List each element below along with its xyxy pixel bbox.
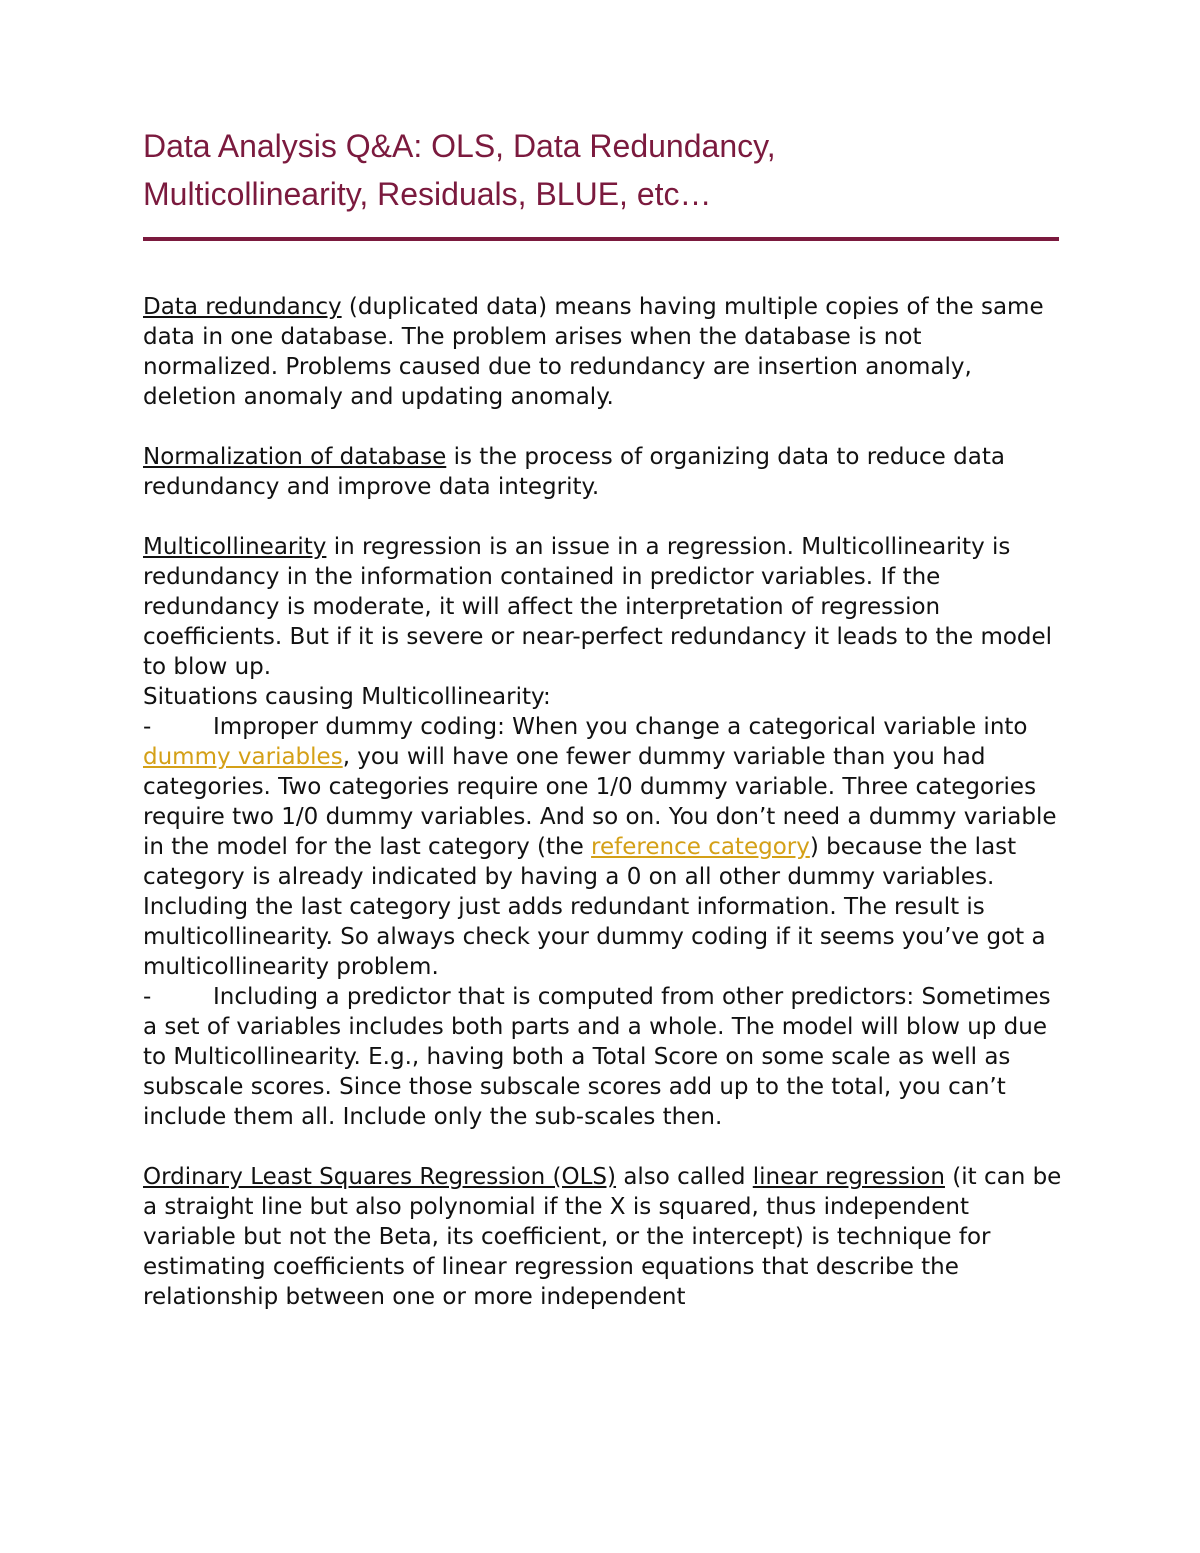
paragraph-text: (it can be a straight line but also polynomial if the X is squared, thus independent variable but not the Beta, its coefficient, or the intercept) is technique for estimating coefficients of linear regression equations that describe the relationship between one or more independent [143, 1164, 1062, 1310]
document-body [143, 292, 1063, 1312]
link-dummy-variables[interactable]: dummy variables [143, 744, 343, 770]
spacer [143, 502, 1063, 532]
document-title [143, 122, 1063, 218]
term-linear-regression: linear regression [752, 1164, 945, 1190]
term-normalization: Normalization of database [143, 444, 447, 470]
paragraph-text: in regression is an issue in a regression. Multicollinearity is redundancy in the information contained in predictor variables. If the redundancy is moderate, it will affect the interpretation of regression coefficients. But if it is severe or near-perfect redundancy it leads to the model to blow up. [143, 534, 1053, 680]
paragraph-text: (duplicated data) means having multiple copies of the same data in one database. The problem arises when the database is not normalized. Problems caused due to redundancy are insertion anomaly, deletion anomaly and updating anomaly. [143, 294, 1044, 410]
bullet-mark: - [143, 714, 152, 740]
spacer [143, 412, 1063, 442]
paragraph-ols [143, 1162, 1063, 1312]
document-page [143, 122, 1063, 1312]
paragraph-data-redundancy [143, 292, 1063, 412]
spacer [143, 1132, 1063, 1162]
term-data-redundancy: Data redundancy [143, 294, 342, 320]
paragraph-normalization [143, 442, 1063, 502]
list-item-text: ) because the last category is already indicated by having a 0 on all other dummy variables. Including the last category just adds redundant information. The result is multicollinearity. So always check your dummy coding if it seems you’ve got a multicollinearity problem. [143, 834, 1046, 980]
title-divider [143, 237, 1059, 241]
situations-heading: Situations causing Multicollinearity: [143, 684, 551, 710]
link-reference-category[interactable]: reference category [591, 834, 810, 860]
bullet-mark: - [143, 984, 152, 1010]
paragraph-multicollinearity [143, 532, 1063, 682]
paragraph-text: is the process of organizing data to reduce data redundancy and improve data integrity. [143, 444, 1005, 500]
term-ols: Ordinary Least Squares Regression (OLS) [143, 1164, 617, 1190]
paragraph-text: also called [616, 1164, 753, 1190]
list-item-dummy-coding [143, 712, 1063, 982]
list-item-text: , you will have one fewer dummy variable than you had categories. Two categories require one 1/0 dummy variable. Three categories require two 1/0 dummy variables. And so on. You don’t need a dummy variable in the model for the last category (the [143, 744, 1057, 860]
list-item-text: Including a predictor that is computed from other predictors: Sometimes a set of variables includes both parts and a whole. The model will blow up due to Multicollinearity. E.g., having both a Total Score on some scale as well as subscale scores. Since those subscale scores add up to the total, you can’t include them all. Include only the sub-scales then. [143, 984, 1051, 1130]
title-line-2: Multicollinearity, Residuals, BLUE, etc… [143, 176, 712, 212]
list-item-computed-predictor [143, 982, 1063, 1132]
term-multicollinearity: Multicollinearity [143, 534, 327, 560]
list-item-text: Improper dummy coding: When you change a categorical variable into [213, 714, 1028, 740]
title-line-1: Data Analysis Q&A: OLS, Data Redundancy, [143, 128, 776, 164]
